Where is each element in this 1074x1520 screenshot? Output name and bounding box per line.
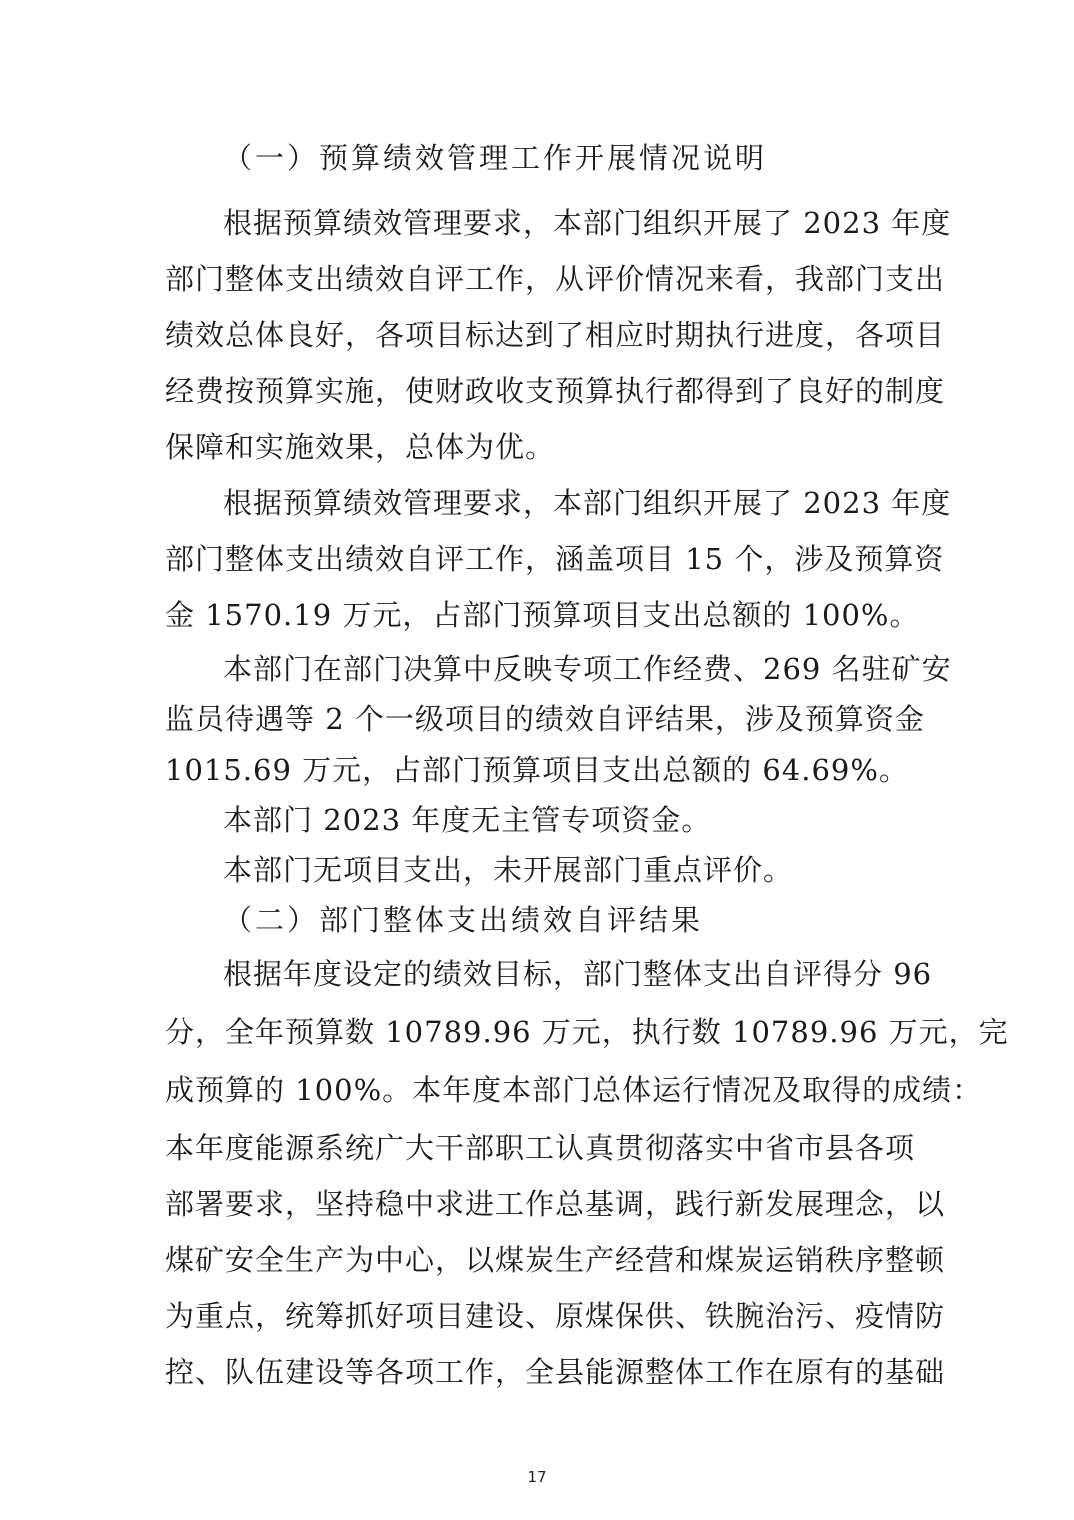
paragraph-line: 部门整体支出绩效自评工作，从评价情况来看，我部门支出	[165, 262, 946, 296]
paragraph-line: 监员待遇等 2 个一级项目的绩效自评结果，涉及预算资金	[165, 702, 925, 736]
paragraph-line: 控、队伍建设等各项工作，全县能源整体工作在原有的基础	[165, 1355, 946, 1389]
paragraph-line: 分，全年预算数 10789.96 万元，执行数 10789.96 万元，完	[165, 1015, 1009, 1049]
paragraph-line: 本年度能源系统广大干部职工认真贯彻落实中省市县各项	[165, 1131, 916, 1165]
paragraph-line: 1015.69 万元，占部门预算项目支出总额的 64.69%。	[165, 753, 909, 787]
paragraph-line: 本部门在部门决算中反映专项工作经费、269 名驻矿安	[223, 652, 952, 686]
paragraph-line: 根据预算绩效管理要求，本部门组织开展了 2023 年度	[223, 206, 952, 240]
paragraph-line: 金 1570.19 万元，占部门预算项目支出总额的 100%。	[165, 598, 920, 632]
paragraph-line: 本部门 2023 年度无主管专项资金。	[223, 803, 712, 837]
paragraph-line: 成预算的 100%。本年度本部门总体运行情况及取得的成绩：	[165, 1073, 983, 1107]
section-heading-1: （一）预算绩效管理工作开展情况说明	[223, 141, 768, 175]
paragraph-line: 部门整体支出绩效自评工作，涵盖项目 15 个，涉及预算资	[165, 542, 945, 576]
paragraph-line: 经费按预算实施，使财政收支预算执行都得到了良好的制度	[165, 374, 946, 408]
paragraph-line: 根据年度设定的绩效目标，部门整体支出自评得分 96	[223, 957, 933, 991]
paragraph-line: 保障和实施效果，总体为优。	[165, 430, 556, 464]
paragraph-line: 为重点，统筹抓好项目建设、原煤保供、铁腕治污、疫情防	[165, 1299, 946, 1333]
section-heading-2: （二）部门整体支出绩效自评结果	[223, 903, 704, 937]
paragraph-line: 根据预算绩效管理要求，本部门组织开展了 2023 年度	[223, 486, 952, 520]
paragraph-line: 绩效总体良好，各项目标达到了相应时期执行进度，各项目	[165, 318, 946, 352]
paragraph-line: 煤矿安全生产为中心，以煤炭生产经营和煤炭运销秩序整顿	[165, 1243, 946, 1277]
paragraph-line: 部署要求，坚持稳中求进工作总基调，践行新发展理念，以	[165, 1187, 946, 1221]
paragraph-line: 本部门无项目支出，未开展部门重点评价。	[223, 853, 794, 887]
page-number: 17	[527, 1468, 547, 1486]
